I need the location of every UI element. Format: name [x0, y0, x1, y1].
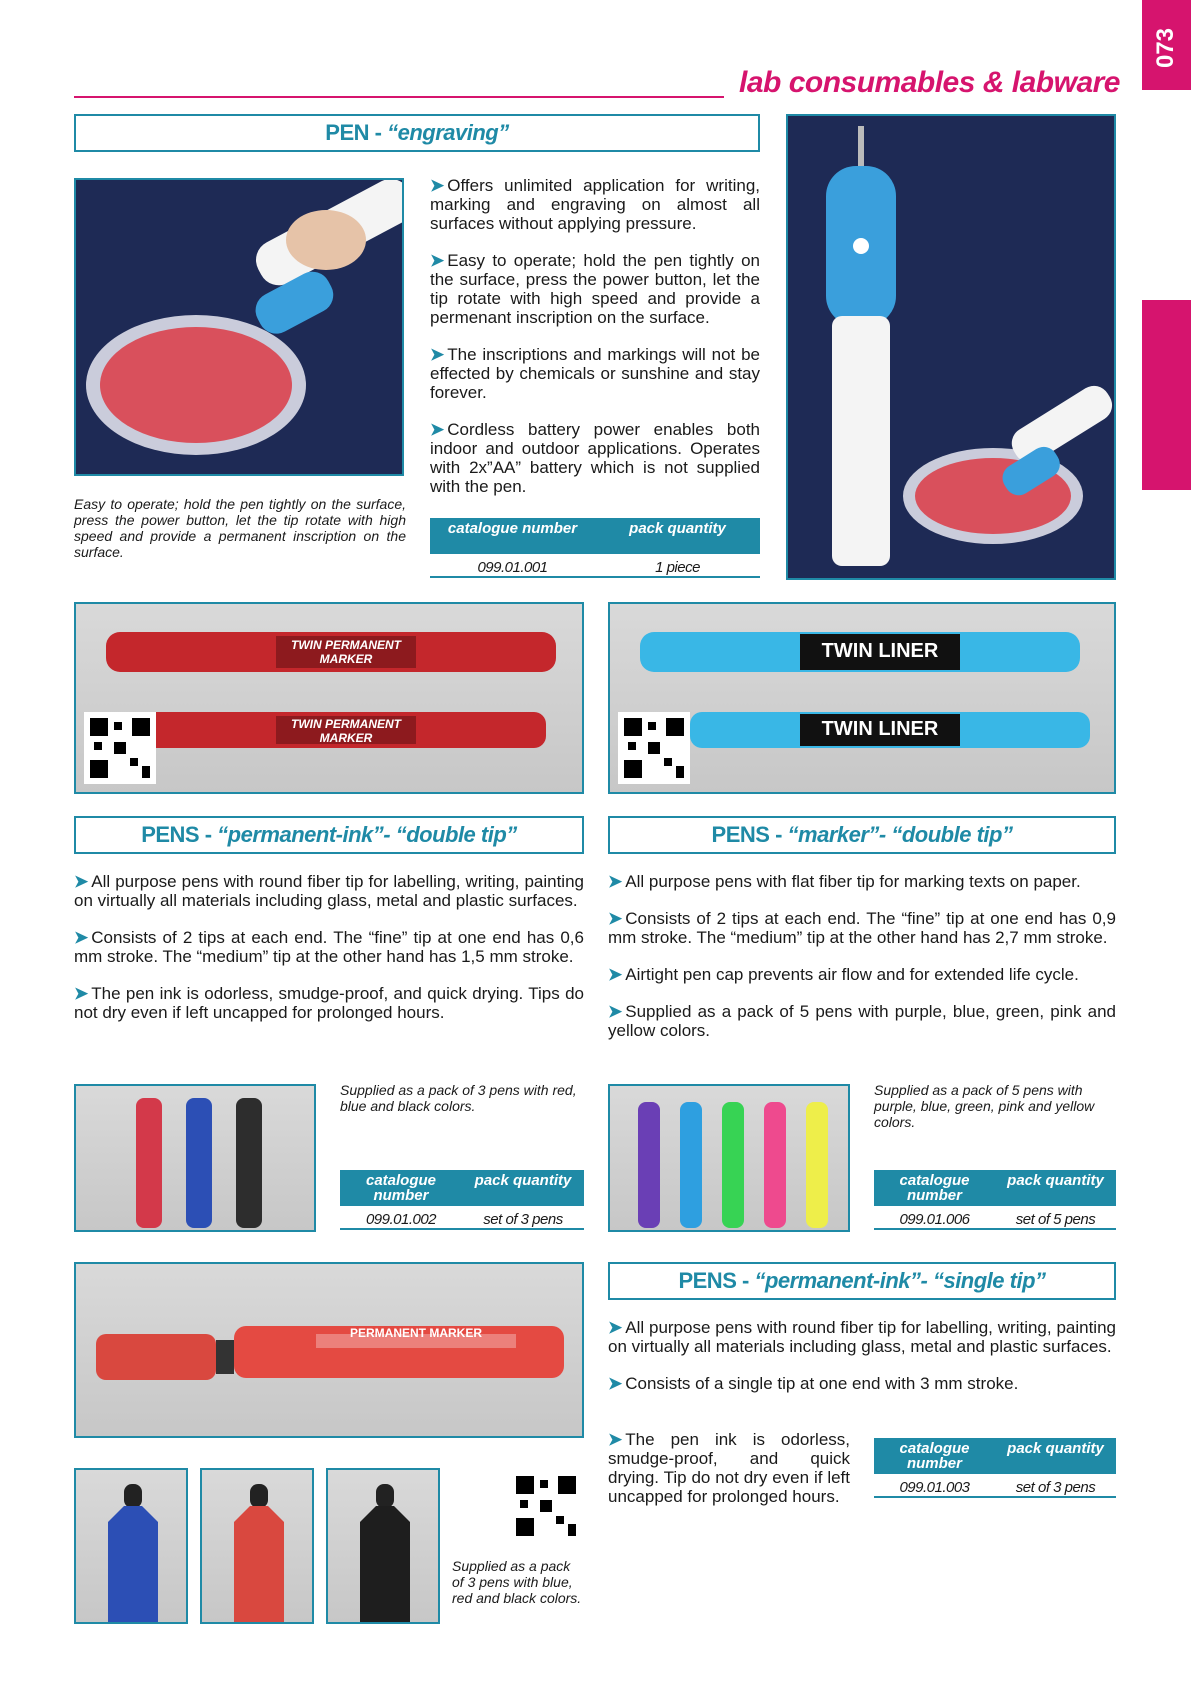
permanent-single-description-narrow: [608, 1430, 850, 1524]
single-tip-marker-illustration: [76, 1264, 584, 1438]
twin-permanent-label-2: TWIN PERMANENT MARKER: [291, 717, 401, 745]
five-pens-illustration: [610, 1086, 850, 1232]
permanent-double-catalogue-table: [340, 1170, 584, 1230]
catalogue-header: catalogue number pack quantity: [874, 1438, 1116, 1474]
qr-code-icon: [84, 712, 156, 784]
catalogue-header: catalogue number pack quantity: [874, 1170, 1116, 1206]
arrow-icon: ➤: [608, 1374, 623, 1393]
twin-permanent-label-1: TWIN PERMANENT MARKER: [291, 638, 401, 666]
header-rule: [74, 96, 724, 98]
permanent-single-description: [608, 1318, 1116, 1411]
permanent-double-bullet: ➤ Consists of 2 tips at each end. The “fine” tip at one end has 0,6 mm stroke. The “medium” tip at the other hand has 1,5 mm stroke.: [74, 928, 584, 966]
engraving-bullet: ➤ Offers unlimited application for writing, marking and engraving on almost all surfaces without applying pressure.: [430, 176, 760, 233]
engraving-catalogue-table: [430, 518, 760, 578]
black-marker-photo: [326, 1468, 440, 1624]
three-pens-illustration: [76, 1086, 316, 1232]
twin-permanent-marker-photo: [74, 602, 584, 794]
arrow-icon: ➤: [608, 1430, 623, 1449]
arrow-icon: ➤: [608, 965, 623, 984]
qr-code-icon: [618, 712, 690, 784]
arrow-icon: ➤: [608, 872, 623, 891]
catalogue-row: 099.01.001 1 piece: [430, 554, 760, 578]
permanent-double-pack-photo: [74, 1084, 316, 1232]
page-number-tab: [1142, 0, 1191, 90]
permanent-single-bullet: ➤ Consists of a single tip at one end with 3 mm stroke.: [608, 1374, 1019, 1393]
page-number: 073: [1152, 27, 1180, 69]
engraving-title: PEN - “engraving”: [74, 114, 760, 152]
arrow-icon: ➤: [430, 176, 445, 195]
red-marker-illustration: [202, 1470, 314, 1624]
section-tab: [1142, 300, 1191, 490]
permanent-double-caption: Supplied as a pack of 3 pens with red, blue and black colors.: [340, 1082, 577, 1114]
arrow-icon: ➤: [74, 984, 89, 1003]
single-tip-label: PERMANENT MARKER: [350, 1326, 482, 1340]
marker-double-description: [608, 872, 1116, 1058]
permanent-double-bullet: ➤ All purpose pens with round fiber tip for labelling, writing, painting on virtually all materials including glass, metal and plastic surfaces.: [74, 872, 584, 910]
marker-double-bullet: ➤ Consists of 2 tips at each end. The “fine” tip at one end has 0,9 mm stroke. The “medium” tip at the other hand has 2,7 mm stroke.: [608, 909, 1116, 947]
qr-code-icon: [510, 1470, 582, 1542]
engraving-bullet: ➤ Cordless battery power enables both indoor and outdoor applications. Operates with 2x”AA” battery which is not supplied with the pen.: [430, 420, 760, 496]
marker-double-bullet: ➤ Supplied as a pack of 5 pens with purple, blue, green, pink and yellow colors.: [608, 1002, 1116, 1040]
catalogue-row: 099.01.002 set of 3 pens: [340, 1206, 584, 1230]
black-marker-illustration: [328, 1470, 440, 1624]
marker-double-caption: Supplied as a pack of 5 pens with purple, blue, green, pink and yellow colors.: [874, 1082, 1095, 1130]
twin-liner-label-2: TWIN LINER: [821, 718, 939, 740]
single-tip-marker-photo: [74, 1262, 584, 1438]
permanent-single-bullet: ➤ All purpose pens with round fiber tip for labelling, writing, painting on virtually all materials including glass, metal and plastic surfaces.: [608, 1318, 1116, 1356]
engraving-petri-photo: [74, 178, 404, 476]
marker-double-bullet: ➤ Airtight pen cap prevents air flow and for extended life cycle.: [608, 965, 1079, 984]
blue-marker-illustration: [76, 1470, 188, 1624]
permanent-single-catalogue-table: [874, 1438, 1116, 1498]
engraving-pen-illustration: [788, 116, 1116, 580]
arrow-icon: ➤: [608, 1318, 623, 1337]
engraving-pen-photo: [786, 114, 1116, 580]
permanent-single-bullet: ➤ The pen ink is odorless, smudge-proof, and quick drying. Tip do not dry even if left uncapped for prolonged hours.: [608, 1430, 850, 1506]
arrow-icon: ➤: [608, 1002, 623, 1021]
catalogue-header: catalogue number pack quantity: [340, 1170, 584, 1206]
arrow-icon: ➤: [430, 420, 445, 439]
blue-marker-photo: [74, 1468, 188, 1624]
marker-double-title: PENS - “marker”- “double tip”: [608, 816, 1116, 854]
engraving-bullet: ➤ Easy to operate; hold the pen tightly on the surface, press the power button, let the tip rotate with high speed and provide a permenant inscription on the surface.: [430, 251, 760, 327]
catalogue-row: 099.01.006 set of 5 pens: [874, 1206, 1116, 1230]
marker-double-pack-photo: [608, 1084, 850, 1232]
twin-liner-photo: [608, 602, 1116, 794]
marker-double-catalogue-table: [874, 1170, 1116, 1230]
arrow-icon: ➤: [608, 909, 623, 928]
permanent-single-title: PENS - “permanent-ink”- “single tip”: [608, 1262, 1116, 1300]
catalogue-header: catalogue number pack quantity: [430, 518, 760, 554]
permanent-double-bullet: ➤ The pen ink is odorless, smudge-proof, and quick drying. Tips do not dry even if left uncapped for prolonged hours.: [74, 984, 584, 1022]
catalogue-row: 099.01.003 set of 3 pens: [874, 1474, 1116, 1498]
twin-liner-label-1: TWIN LINER: [821, 640, 939, 662]
engraving-caption: Easy to operate; hold the pen tightly on the surface, press the power button, let the tip rotate with high speed and provide a permanent inscription on the surface.: [74, 496, 406, 560]
permanent-double-description: [74, 872, 584, 1040]
engraving-description: [430, 176, 760, 514]
arrow-icon: ➤: [430, 251, 445, 270]
petri-dish-illustration: [76, 180, 404, 476]
engraving-bullet: ➤ The inscriptions and markings will not be effected by chemicals or sunshine and stay forever.: [430, 345, 760, 402]
arrow-icon: ➤: [430, 345, 445, 364]
arrow-icon: ➤: [74, 872, 89, 891]
red-marker-photo: [200, 1468, 314, 1624]
section-title: lab consumables & labware: [739, 66, 1120, 99]
arrow-icon: ➤: [74, 928, 89, 947]
permanent-double-title: PENS - “permanent-ink”- “double tip”: [74, 816, 584, 854]
marker-double-bullet: ➤ All purpose pens with flat fiber tip for marking texts on paper.: [608, 872, 1081, 891]
permanent-single-caption: Supplied as a pack of 3 pens with blue, red and black colors.: [452, 1558, 582, 1606]
